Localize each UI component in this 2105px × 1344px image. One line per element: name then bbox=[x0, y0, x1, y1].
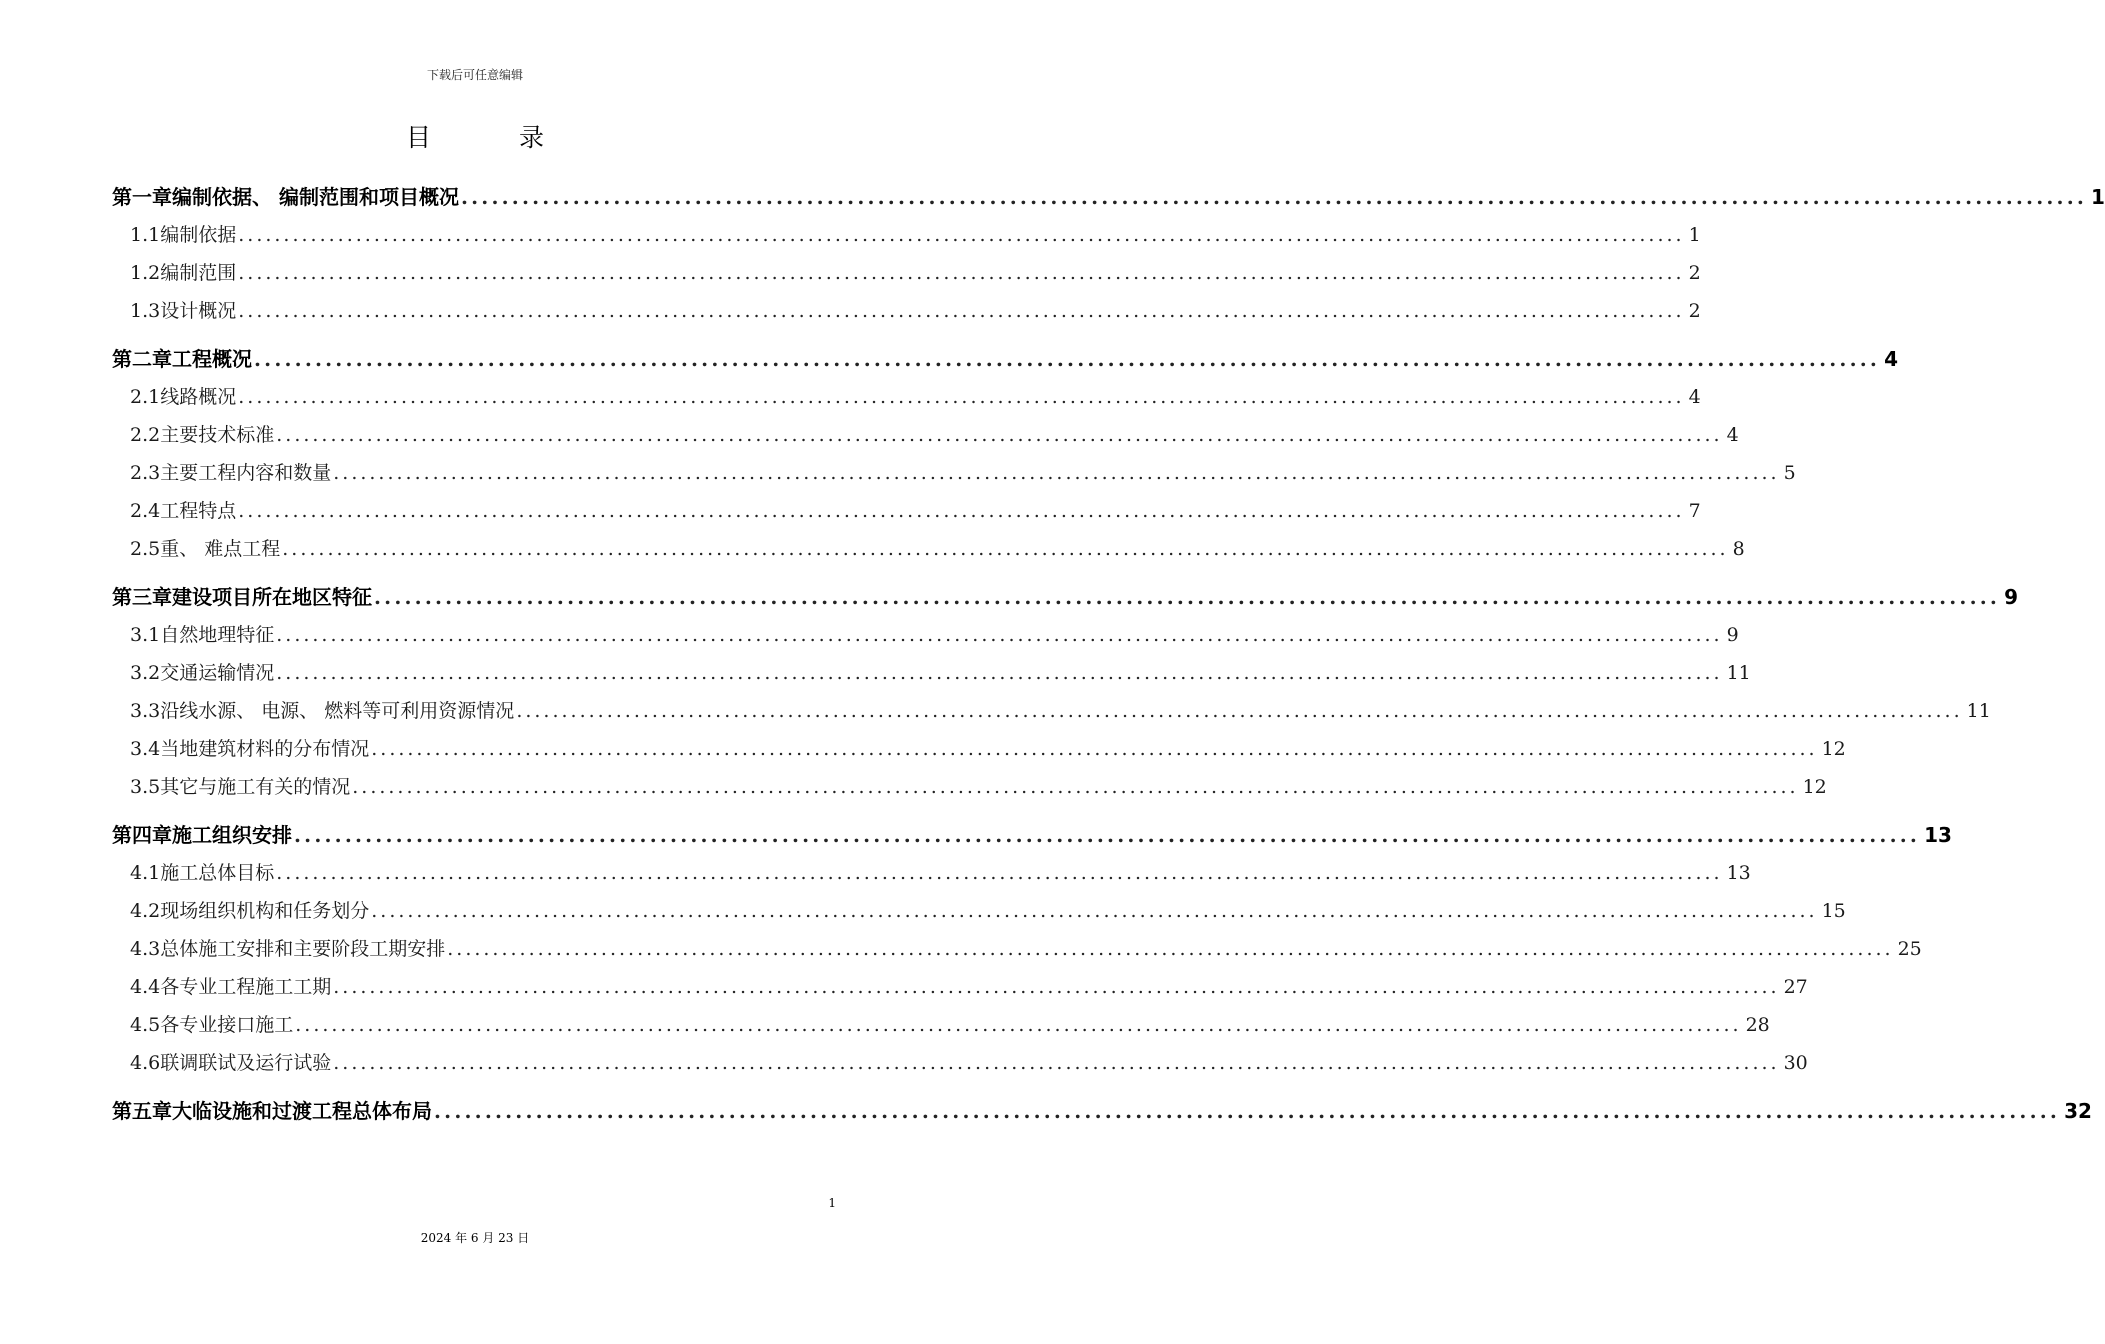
toc-title: 目 录 bbox=[406, 123, 584, 152]
footer-date: 2024 年 6 月 23 日 bbox=[420, 1231, 530, 1245]
toc-entry-page: 12 bbox=[1821, 738, 1846, 760]
toc-dot-leader: ................................................................................................................................................................ bbox=[333, 1052, 1780, 1074]
toc-entry-title: 大临设施和过渡工程总体布局 bbox=[172, 1099, 432, 1123]
toc-entry-page: 25 bbox=[1897, 938, 1922, 960]
toc-dot-leader: ................................................................................................................................................................ bbox=[447, 938, 1894, 960]
toc-entry-number: 3.4 bbox=[130, 738, 161, 760]
toc-entry-page: 27 bbox=[1783, 976, 1808, 998]
toc-entry-page: 15 bbox=[1821, 900, 1846, 922]
toc-entry-page: 5 bbox=[1783, 462, 1796, 484]
toc-section-entry[interactable] bbox=[112, 292, 1701, 330]
toc-entry-number: 2.4 bbox=[130, 500, 161, 522]
toc-entry-number: 4.5 bbox=[130, 1014, 161, 1036]
toc-entry-number: 2.5 bbox=[130, 538, 161, 560]
toc-entry-title: 各专业接口施工 bbox=[160, 1014, 294, 1036]
toc-entry-page: 1 bbox=[2091, 185, 2105, 209]
toc-entry-number: 1.3 bbox=[130, 300, 161, 322]
toc-entry-page: 32 bbox=[2064, 1099, 2092, 1123]
toc-section-entry[interactable] bbox=[112, 1044, 1808, 1082]
page-number: 1 bbox=[828, 1196, 836, 1210]
toc-entry-title: 交通运输情况 bbox=[160, 662, 275, 684]
toc-chapter-entry[interactable] bbox=[112, 1092, 2092, 1130]
toc-entry-title: 建设项目所在地区特征 bbox=[172, 585, 372, 609]
toc-entry-title: 联调联试及运行试验 bbox=[160, 1052, 332, 1074]
toc-dot-leader: ................................................................................................................................................................ bbox=[238, 300, 1685, 322]
toc-entry-title: 当地建筑材料的分布情况 bbox=[160, 738, 370, 760]
toc-dot-leader: ................................................................................................................................................................ bbox=[238, 262, 1685, 284]
toc-entry-title: 沿线水源、 电源、 燃料等可利用资源情况 bbox=[160, 700, 515, 722]
toc-entry-page: 4 bbox=[1726, 424, 1739, 446]
toc-section-entry[interactable] bbox=[112, 1006, 1770, 1044]
toc-entry-title: 各专业工程施工工期 bbox=[160, 976, 332, 998]
toc-section-entry[interactable] bbox=[112, 968, 1808, 1006]
toc-entry-number: 1.1 bbox=[130, 224, 161, 246]
toc-entry-title: 编制范围 bbox=[160, 262, 237, 284]
toc-entry-number: 第五章 bbox=[112, 1099, 172, 1123]
toc-dot-leader: ................................................................................................................................................................ bbox=[295, 1014, 1742, 1036]
toc-section-entry[interactable] bbox=[112, 254, 1701, 292]
toc-entry-number: 1.2 bbox=[130, 262, 161, 284]
toc-dot-leader: ................................................................................................................................................................ bbox=[238, 224, 1685, 246]
toc-dot-leader: ................................................................................................................................................................ bbox=[276, 862, 1723, 884]
toc-entry-page: 2 bbox=[1688, 300, 1701, 322]
toc-dot-leader: ................................................................................................................................................................ bbox=[434, 1099, 2061, 1123]
toc-entry-number: 第二章 bbox=[112, 347, 172, 371]
toc-entry-title: 现场组织机构和任务划分 bbox=[160, 900, 370, 922]
toc-entry-number: 3.5 bbox=[130, 776, 161, 798]
toc-entry-title: 施工组织安排 bbox=[172, 823, 292, 847]
toc-entry-page: 12 bbox=[1802, 776, 1827, 798]
toc-entry-number: 2.3 bbox=[130, 462, 161, 484]
toc-dot-leader: ................................................................................................................................................................ bbox=[374, 585, 2001, 609]
toc-entry-page: 9 bbox=[2004, 585, 2018, 609]
toc-section-entry[interactable] bbox=[112, 930, 1922, 968]
toc-entry-title: 线路概况 bbox=[160, 386, 237, 408]
toc-entry-page: 11 bbox=[1726, 662, 1751, 684]
toc-dot-leader: ................................................................................................................................................................ bbox=[371, 900, 1818, 922]
toc-dot-leader: ................................................................................................................................................................ bbox=[276, 624, 1723, 646]
toc-section-entry[interactable] bbox=[112, 616, 1739, 654]
toc-entry-title: 总体施工安排和主要阶段工期安排 bbox=[160, 938, 446, 960]
toc-entry-number: 第四章 bbox=[112, 823, 172, 847]
toc-entry-title: 主要工程内容和数量 bbox=[160, 462, 332, 484]
toc-dot-leader: ................................................................................................................................................................ bbox=[282, 538, 1729, 560]
toc-section-entry[interactable] bbox=[112, 216, 1701, 254]
toc-section-entry[interactable] bbox=[112, 892, 1846, 930]
header-note: 下载后可任意编辑 bbox=[426, 68, 523, 82]
toc-entry-page: 28 bbox=[1745, 1014, 1770, 1036]
toc-entry-number: 第三章 bbox=[112, 585, 172, 609]
toc-entry-title: 重、 难点工程 bbox=[160, 538, 281, 560]
toc-entry-number: 3.2 bbox=[130, 662, 161, 684]
toc-section-entry[interactable] bbox=[112, 416, 1739, 454]
toc-entry-title: 工程概况 bbox=[172, 347, 252, 371]
toc-entry-page: 30 bbox=[1783, 1052, 1808, 1074]
toc-dot-leader: ................................................................................................................................................................ bbox=[276, 662, 1723, 684]
toc-section-entry[interactable] bbox=[112, 854, 1751, 892]
toc-dot-leader: ................................................................................................................................................................ bbox=[333, 976, 1780, 998]
toc-section-entry[interactable] bbox=[112, 454, 1796, 492]
toc-section-entry[interactable] bbox=[112, 654, 1751, 692]
toc-entry-title: 编制依据、 编制范围和项目概况 bbox=[172, 185, 459, 209]
toc-section-entry[interactable] bbox=[112, 378, 1701, 416]
toc-section-entry[interactable] bbox=[112, 530, 1745, 568]
toc-entry-title: 施工总体目标 bbox=[160, 862, 275, 884]
toc-chapter-entry[interactable] bbox=[112, 816, 1952, 854]
toc-entry-page: 8 bbox=[1732, 538, 1745, 560]
toc-section-entry[interactable] bbox=[112, 730, 1846, 768]
toc-dot-leader: ................................................................................................................................................................ bbox=[238, 386, 1685, 408]
toc-dot-leader: ................................................................................................................................................................ bbox=[516, 700, 1963, 722]
toc-entry-number: 2.2 bbox=[130, 424, 161, 446]
toc-entry-title: 设计概况 bbox=[160, 300, 237, 322]
toc-dot-leader: ................................................................................................................................................................ bbox=[254, 347, 1881, 371]
toc-dot-leader: ................................................................................................................................................................ bbox=[276, 424, 1723, 446]
toc-entry-page: 13 bbox=[1924, 823, 1952, 847]
toc-chapter-entry[interactable] bbox=[112, 578, 2018, 616]
toc-entry-number: 2.1 bbox=[130, 386, 161, 408]
toc-dot-leader: ................................................................................................................................................................ bbox=[294, 823, 1921, 847]
toc-section-entry[interactable] bbox=[112, 768, 1827, 806]
toc-section-entry[interactable] bbox=[112, 492, 1701, 530]
toc-dot-leader: ................................................................................................................................................................ bbox=[371, 738, 1818, 760]
toc-entry-page: 1 bbox=[1688, 224, 1701, 246]
toc-entry-title: 主要技术标准 bbox=[160, 424, 275, 446]
toc-entry-title: 其它与施工有关的情况 bbox=[160, 776, 351, 798]
toc-entry-page: 2 bbox=[1688, 262, 1701, 284]
toc-entry-title: 工程特点 bbox=[160, 500, 237, 522]
toc-dot-leader: ................................................................................................................................................................ bbox=[352, 776, 1799, 798]
toc-chapter-entry[interactable] bbox=[112, 340, 1898, 378]
toc-entry-number: 4.1 bbox=[130, 862, 161, 884]
toc-entry-page: 13 bbox=[1726, 862, 1751, 884]
toc-entry-title: 编制依据 bbox=[160, 224, 237, 246]
toc-entry-number: 4.2 bbox=[130, 900, 161, 922]
toc-section-entry[interactable] bbox=[112, 692, 1991, 730]
toc-dot-leader: ................................................................................................................................................................ bbox=[238, 500, 1685, 522]
toc-entry-number: 4.4 bbox=[130, 976, 161, 998]
table-of-contents bbox=[112, 178, 2105, 1130]
toc-dot-leader: ................................................................................................................................................................ bbox=[460, 185, 2088, 209]
toc-entry-number: 3.3 bbox=[130, 700, 161, 722]
toc-entry-page: 9 bbox=[1726, 624, 1739, 646]
toc-entry-number: 4.6 bbox=[130, 1052, 161, 1074]
toc-entry-title: 自然地理特征 bbox=[160, 624, 275, 646]
toc-entry-number: 第一章 bbox=[112, 185, 172, 209]
toc-entry-number: 3.1 bbox=[130, 624, 161, 646]
toc-entry-number: 4.3 bbox=[130, 938, 161, 960]
toc-entry-page: 4 bbox=[1688, 386, 1701, 408]
toc-entry-page: 4 bbox=[1884, 347, 1898, 371]
toc-entry-page: 11 bbox=[1966, 700, 1991, 722]
toc-dot-leader: ................................................................................................................................................................ bbox=[333, 462, 1780, 484]
toc-chapter-entry[interactable] bbox=[112, 178, 2105, 216]
toc-entry-page: 7 bbox=[1688, 500, 1701, 522]
